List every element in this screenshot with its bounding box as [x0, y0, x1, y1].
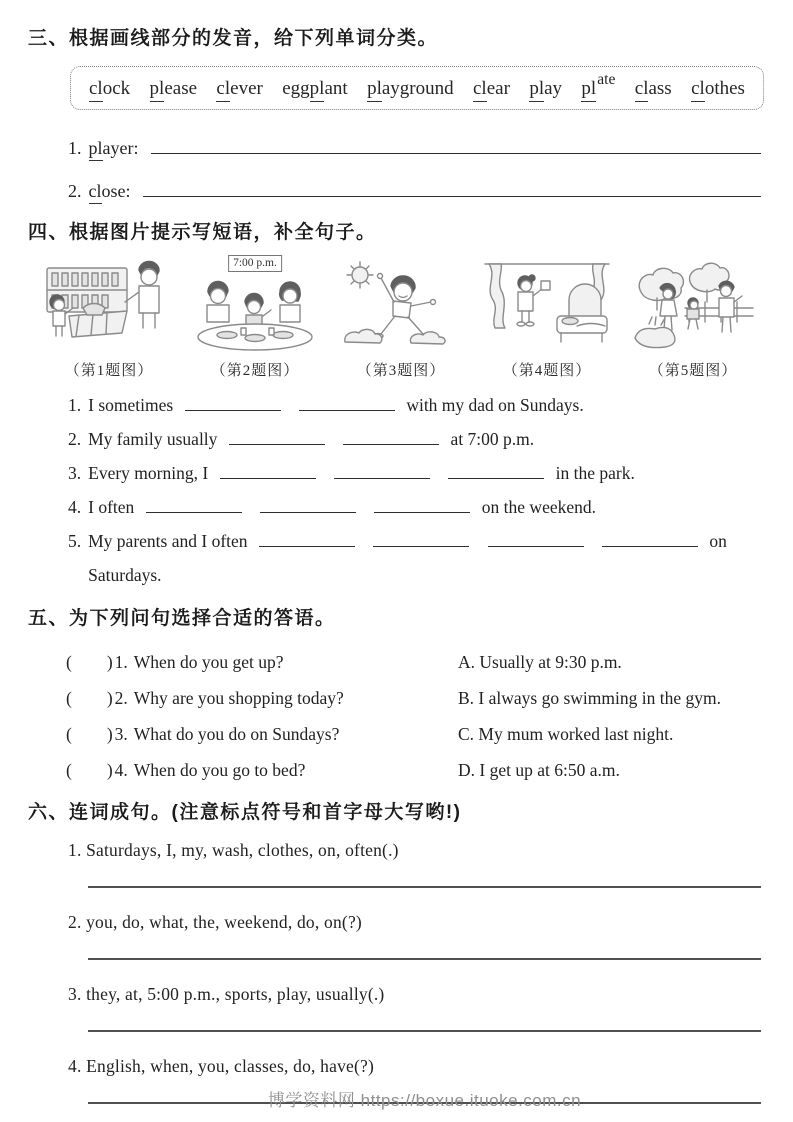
word-bank-word: [150, 78, 197, 100]
sentence-text: on the weekend.: [481, 496, 596, 517]
word-superscript: ate: [597, 71, 616, 89]
match-answer: [458, 716, 763, 752]
word-bank-word: [691, 78, 745, 100]
word-underlined-part: cl: [89, 181, 102, 204]
answer-bracket[interactable]: ( ): [66, 759, 113, 780]
match-question: [66, 680, 458, 716]
item-number: 3.: [68, 462, 82, 483]
image-caption: （第3题图）: [356, 362, 446, 379]
sentence-item: [68, 422, 763, 456]
match-question: [66, 752, 458, 788]
picture-row: [40, 258, 762, 380]
answer-line[interactable]: [88, 934, 761, 960]
item-number: 4.: [68, 496, 82, 517]
match-row: [66, 680, 763, 716]
word-suffix: ass: [648, 78, 672, 99]
classify-item: [68, 134, 761, 160]
answer-line[interactable]: [143, 177, 762, 197]
word-underlined-part: cl: [635, 78, 649, 102]
answer-blank[interactable]: [259, 528, 355, 547]
answer-text: A. Usually at 9:30 p.m.: [458, 651, 622, 672]
item-number: 4.: [114, 759, 128, 780]
word-suffix: ease: [164, 78, 198, 99]
word-underlined-part: pl: [581, 78, 596, 102]
dinner-illustration: [189, 258, 321, 354]
word-bank: [70, 66, 764, 110]
scramble-exercise: [28, 838, 763, 1110]
word-underlined-part: cl: [473, 78, 487, 102]
scramble-item: 3. they, at, 5:00 p.m., sports, play, usually(.): [68, 983, 385, 1004]
sentence-body: [88, 524, 763, 592]
sentence-body: [88, 490, 763, 524]
sentence-text: My parents and I often: [88, 530, 248, 551]
answer-line[interactable]: [151, 134, 762, 154]
section3-title: 三、根据画线部分的发音，给下列单词分类。: [28, 28, 439, 49]
answer-bracket[interactable]: ( ): [66, 723, 113, 744]
answer-line[interactable]: [88, 862, 761, 888]
answer-blank[interactable]: [299, 392, 395, 411]
word-underlined-part: cl: [691, 78, 705, 102]
word-bank-word: [581, 71, 616, 100]
sentence-item: [68, 490, 763, 524]
scramble-item: 2. you, do, what, the, weekend, do, on(?): [68, 911, 362, 932]
answer-blank[interactable]: [146, 494, 242, 513]
word-suffix: ose:: [101, 180, 131, 201]
sentence-text: I sometimes: [88, 394, 174, 415]
word-suffix: ever: [230, 78, 263, 99]
item-number: 5.: [68, 530, 82, 551]
word-suffix: ayground: [381, 78, 454, 99]
answer-blank[interactable]: [220, 460, 316, 479]
image-caption: （第5题图）: [648, 362, 738, 379]
match-answer: [458, 680, 763, 716]
matching-exercise: [66, 644, 763, 788]
sentence-item: [68, 456, 763, 490]
answer-blank[interactable]: [373, 528, 469, 547]
answer-text: D. I get up at 6:50 a.m.: [458, 759, 620, 780]
answer-blank[interactable]: [374, 494, 470, 513]
word-suffix: ock: [102, 78, 131, 99]
sentence-text: with my dad on Sundays.: [406, 394, 584, 415]
answer-blank[interactable]: [185, 392, 281, 411]
answer-blank[interactable]: [602, 528, 698, 547]
question-text: When do you go to bed?: [133, 759, 306, 780]
answer-text: B. I always go swimming in the gym.: [458, 687, 721, 708]
fill-in-sentences: [28, 388, 763, 592]
answer-bracket[interactable]: ( ): [66, 651, 113, 672]
answer-blank[interactable]: [334, 460, 430, 479]
word-suffix: othes: [704, 78, 745, 99]
sentence-item: [68, 388, 763, 422]
item-number: 3.: [114, 723, 128, 744]
question-image-5: [624, 258, 762, 380]
walk-illustration: [627, 258, 759, 354]
item-number: 1.: [68, 394, 82, 415]
word-underlined-part: cl: [89, 78, 103, 102]
classify-word: [89, 136, 139, 160]
sentence-body: [88, 388, 763, 422]
section4-title: 四、根据图片提示写短语，补全句子。: [28, 221, 377, 243]
image-caption: （第2题图）: [210, 362, 300, 379]
match-question: [66, 716, 458, 752]
sentence-text: Saturdays.: [88, 564, 162, 585]
image-caption: （第4题图）: [502, 362, 592, 379]
question-image-4: [478, 258, 616, 380]
sentence-body: [88, 422, 763, 456]
match-answer: [458, 752, 763, 788]
answer-blank[interactable]: [448, 460, 544, 479]
word-bank-word: [473, 78, 510, 100]
item-number: 1.: [114, 651, 128, 672]
sentence-text: I often: [88, 496, 135, 517]
word-underlined-part: pl: [89, 138, 103, 161]
match-question: [66, 644, 458, 680]
item-number: 2.: [68, 428, 82, 449]
word-bank-word: [529, 78, 562, 100]
answer-text: C. My mum worked last night.: [458, 723, 674, 744]
time-sign: 7:00 p.m.: [228, 255, 282, 272]
match-row: [66, 716, 763, 752]
sentence-text: My family usually: [88, 428, 218, 449]
classify-word: [89, 179, 131, 203]
watermark: 博学资料网 https://boxue.ituoke.com.cn: [267, 1090, 582, 1110]
answer-line[interactable]: [88, 1006, 761, 1032]
word-underlined-part: pl: [529, 78, 544, 102]
sentence-text: Every morning, I: [88, 462, 209, 483]
sentence-text: on: [709, 530, 727, 551]
sentence-body: [88, 456, 763, 490]
word-underlined-part: pl: [150, 78, 165, 102]
question-text: When do you get up?: [133, 651, 284, 672]
cleaning-illustration: [481, 258, 613, 354]
word-suffix: ant: [324, 78, 348, 99]
match-answer: [458, 644, 763, 680]
sentence-item: [68, 524, 763, 592]
item-number: 2.: [114, 687, 128, 708]
answer-blank[interactable]: [488, 528, 584, 547]
question-image-2: [186, 258, 324, 380]
match-row: [66, 752, 763, 788]
word-bank-word: [367, 78, 454, 100]
sentence-text: at 7:00 p.m.: [450, 428, 535, 449]
word-prefix: egg: [282, 78, 310, 99]
answer-line[interactable]: [88, 1078, 761, 1110]
answer-blank[interactable]: [343, 426, 439, 445]
scramble-item: 1. Saturdays, I, my, wash, clothes, on, often(.): [68, 839, 399, 860]
classify-items: [28, 134, 763, 203]
word-suffix: ayer:: [102, 137, 139, 158]
answer-blank[interactable]: [229, 426, 325, 445]
word-suffix: ay: [544, 78, 563, 99]
section6-title: 六、连词成句。(注意标点符号和首字母大写哟!): [28, 801, 462, 823]
item-number: 2.: [68, 180, 82, 201]
section5-title: 五、为下列问句选择合适的答语。: [28, 607, 336, 629]
word-bank-word: [216, 78, 262, 100]
question-text: What do you do on Sundays?: [133, 723, 340, 744]
answer-blank[interactable]: [260, 494, 356, 513]
question-text: Why are you shopping today?: [133, 687, 344, 708]
question-image-1: [40, 258, 178, 380]
word-bank-word: [282, 78, 347, 100]
image-caption: （第1题图）: [64, 362, 154, 379]
item-number: 1.: [68, 137, 82, 158]
match-row: [66, 644, 763, 680]
word-bank-word: [635, 78, 672, 100]
shopping-illustration: [43, 258, 175, 354]
word-underlined-part: pl: [310, 78, 325, 102]
word-suffix: ear: [486, 78, 510, 99]
scramble-item: 4. English, when, you, classes, do, have(?): [68, 1055, 375, 1076]
word-bank-word: [89, 78, 130, 100]
question-image-3: [332, 258, 470, 380]
sentence-text: in the park.: [555, 462, 635, 483]
word-underlined-part: pl: [367, 78, 382, 102]
classify-item: [68, 177, 761, 203]
exercise-illustration: [335, 258, 467, 354]
word-underlined-part: cl: [216, 78, 230, 102]
answer-bracket[interactable]: ( ): [66, 687, 113, 708]
